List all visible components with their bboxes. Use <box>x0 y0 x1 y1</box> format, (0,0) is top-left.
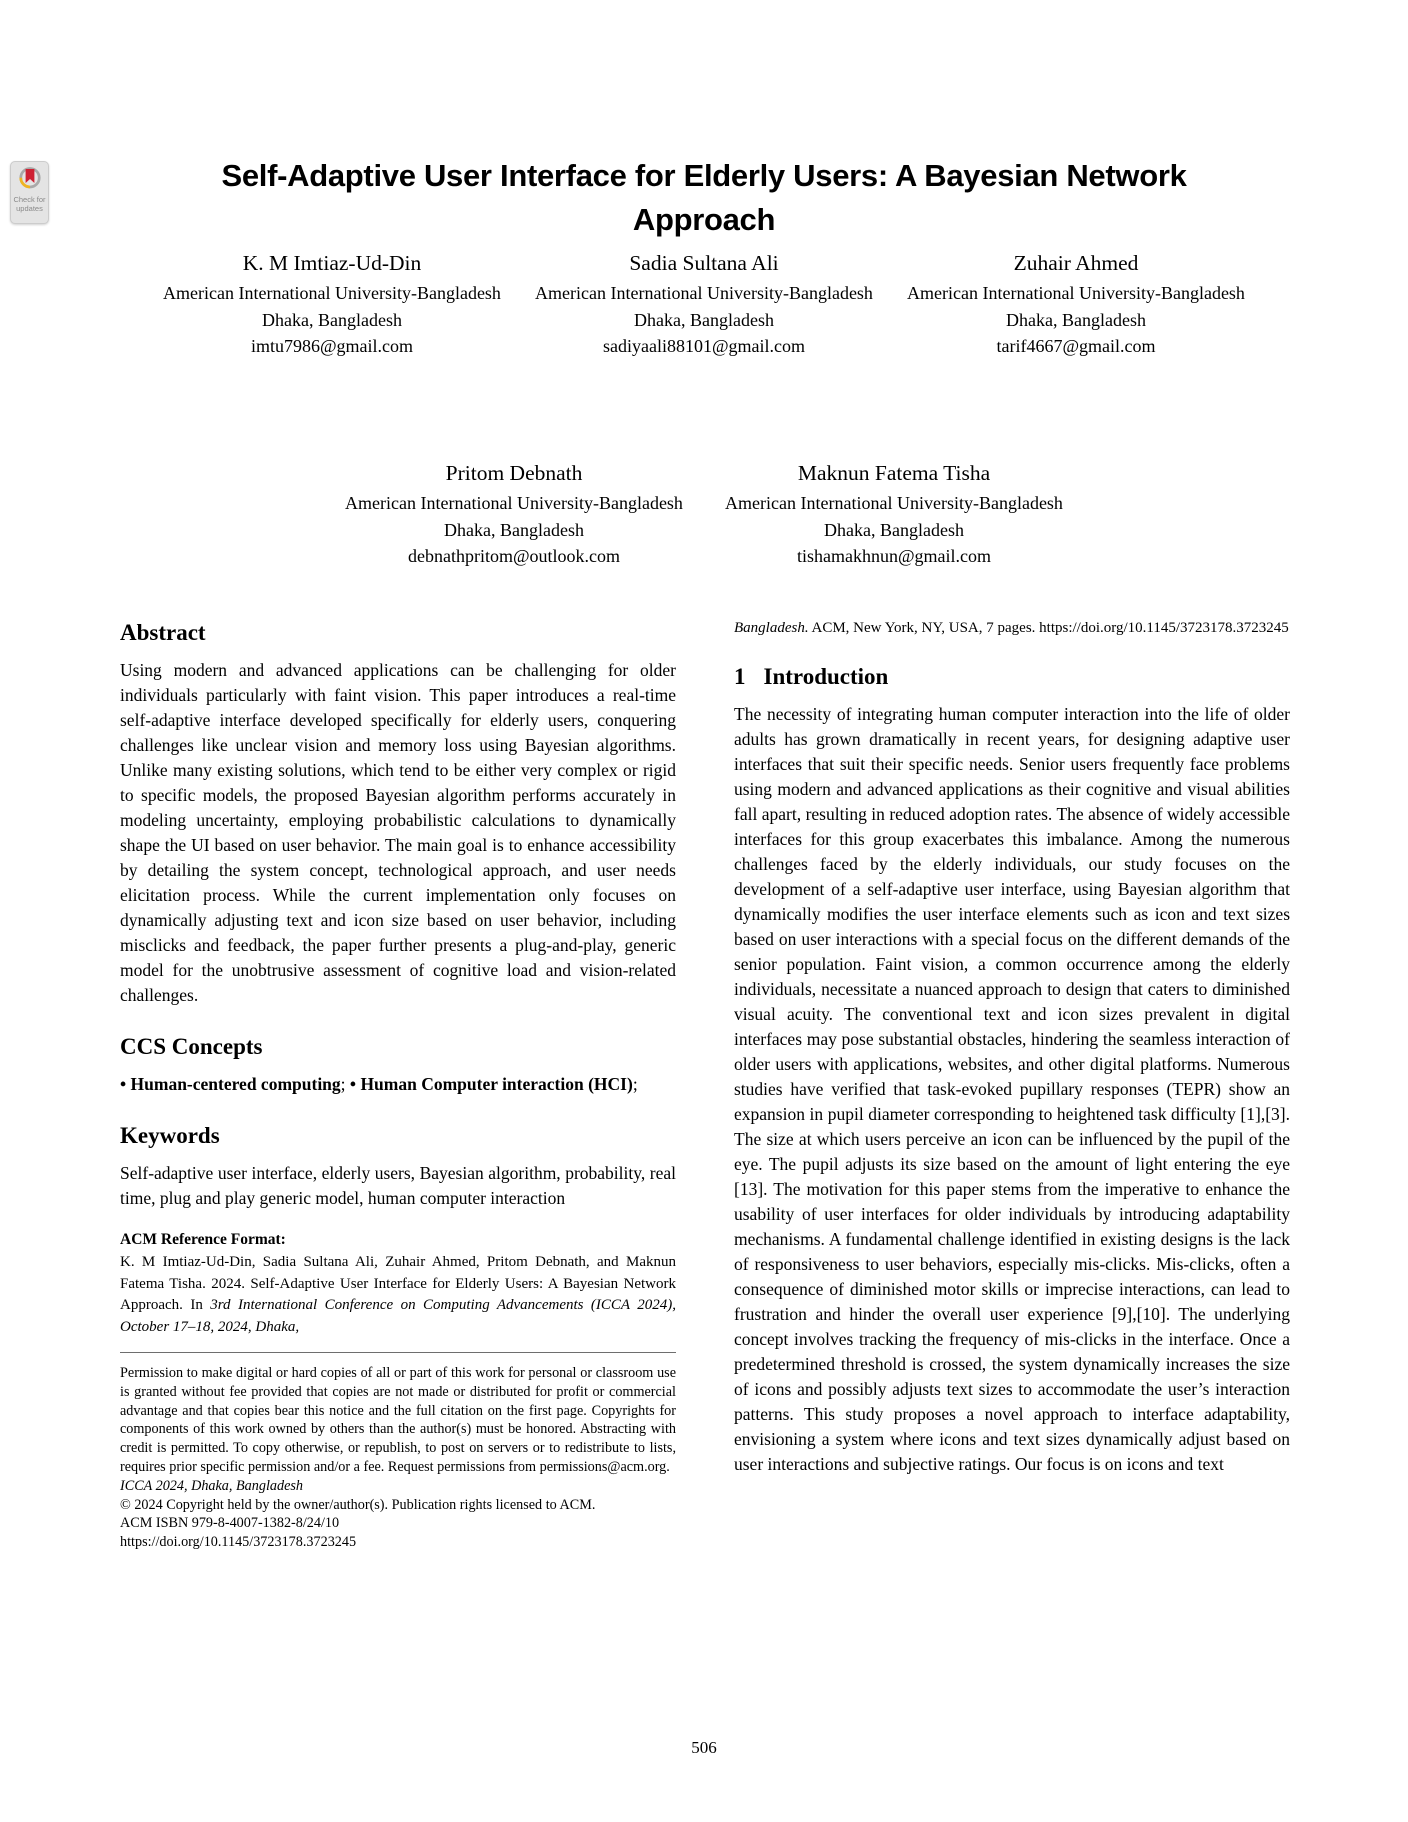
authors-row-2 <box>0 460 1408 570</box>
isbn-line: ACM ISBN 979-8-4007-1382-8/24/10 <box>120 1515 340 1532</box>
author-city: Dhaka, Bangladesh <box>634 309 774 330</box>
author-affiliation: American International University-Bangladesh <box>907 283 1245 303</box>
author-block <box>146 250 518 360</box>
author-city: Dhaka, Bangladesh <box>444 519 584 540</box>
author-city: Dhaka, Bangladesh <box>262 309 402 330</box>
footnote-rule <box>120 1352 676 1353</box>
left-column <box>120 616 676 1552</box>
author-name: K. M Imtiaz-Ud-Din <box>242 251 422 275</box>
introduction-text: The necessity of integrating human computer interaction into the life of older adults has grown dramatically in recent years, for designing adaptive user interfaces that suit their specific needs. Senior users frequently face problems using modern and advanced applications as their cognitive and visual abilities fall apart, resulting in reduced adoption rates. The absence of widely accessible interfaces for this group exacerbates this imbalance. Among the numerous challenges faced by the elderly individuals, our study focuses on the development of a self-adaptive user interface, using Bayesian algorithm that dynamically modifies the user interface elements such as icon and text sizes based on user interactions with a special focus on the different demands of the senior population. Faint vision, a common occurrence among the elderly individuals, necessitate a nuanced approach to design that caters to diminished visual acuity. The conventional text and icon sizes prevalent in digital interfaces may pose substantial obstacles, hindering the seamless interaction of older users with applications, websites, and other digital platforms. Numerous studies have verified that task-evoked pupillary responses (TEPR) show an expansion in pupil diameter corresponding to heightened task difficulty [1],[3]. The size at which users perceive an icon can be influenced by the pupil of the eye. The pupil adjusts its size based on the amount of light entering the eye [13]. The motivation for this paper stems from the imperative to enhance the usability of user interfaces for older individuals by introducing adaptability mechanisms. A fundamental challenge identified in existing designs is the lack of responsiveness to user behaviors, especially mis-clicks. Mis-clicks, often a consequence of diminished motor skills or imprecise interactions, can lead to frustration and hinder the overall user experience [9],[10]. The underlying concept involves tracking the frequency of mis-clicks in the interface. Once a predetermined threshold is crossed, the system dynamically increases the size of icons and possibly adjusts text sizes to accommodate the user’s interaction patterns. This study proposes a novel approach to interface adaptability, envisioning a system where icons and text sizes dynamically adjust based on user interactions and subjective ratings. Our focus is on icons and text <box>734 703 1290 1474</box>
author-affiliation: American International University-Bangladesh <box>725 493 1063 513</box>
badge-label: Check for updates <box>13 195 46 213</box>
doi-link[interactable]: https://doi.org/10.1145/3723178.3723245 <box>120 1534 357 1551</box>
abstract-heading: Abstract <box>120 620 206 645</box>
author-name: Pritom Debnath <box>445 461 583 485</box>
acm-reference-label: ACM Reference Format: <box>120 1231 286 1248</box>
paper-title: Self-Adaptive User Interface for Elderly Users: A Bayesian Network Approach <box>221 158 1187 237</box>
author-email[interactable]: tishamakhnun@gmail.com <box>796 546 992 566</box>
author-email[interactable]: imtu7986@gmail.com <box>250 336 414 356</box>
keywords-heading: Keywords <box>120 1123 220 1148</box>
author-affiliation: American International University-Bangladesh <box>163 283 501 303</box>
author-email[interactable]: debnathpritom@outlook.com <box>407 546 621 566</box>
copyright-line: © 2024 Copyright held by the owner/author(s). Publication rights licensed to ACM. <box>120 1496 596 1513</box>
ccs-heading: CCS Concepts <box>120 1034 263 1059</box>
authors-row-1 <box>0 250 1408 360</box>
acm-reference-text: K. M Imtiaz-Ud-Din, Sadia Sultana Ali, Zuhair Ahmed, Pritom Debnath, and Maknun Fatema Tisha. 2024. Self-Adaptive User Interface for Elderly Users: A Bayesian Network Approach. In 3rd International Conference on Computing Advancements (ICCA 2024), October 17–18, 2024, Dhaka, <box>120 1254 676 1335</box>
author-affiliation: American International University-Bangladesh <box>345 493 683 513</box>
author-block <box>518 250 890 360</box>
right-column <box>734 616 1290 1552</box>
venue-line: ICCA 2024, Dhaka, Bangladesh <box>120 1477 303 1494</box>
introduction-heading: 1 Introduction <box>734 663 889 689</box>
author-block <box>704 460 1084 570</box>
abstract-text: Using modern and advanced applications can be challenging for older individuals particularly with faint vision. This paper introduces a real-time self-adaptive interface developed specifically for elderly users, conquering challenges like unclear vision and memory loss using Bayesian algorithms. Unlike many existing solutions, which tend to be either very complex or rigid to specific models, the proposed Bayesian algorithm performs accurately in modeling uncertainty, employing probabilistic calculations to dynamically shape the UI based on user behavior. The main goal is to enhance accessibility by detailing the system concept, technological approach, and user needs elicitation process. While the current implementation only focuses on dynamically adjusting text and icon size based on user behavior, including misclicks and feedback, the paper further presents a plug-and-play, generic model for the unobtrusive assessment of cognitive load and vision-related challenges. <box>120 660 676 1005</box>
author-affiliation: American International University-Bangladesh <box>535 283 873 303</box>
author-block <box>324 460 704 570</box>
author-name: Maknun Fatema Tisha <box>797 461 991 485</box>
two-column-body <box>120 616 1290 1552</box>
author-email[interactable]: sadiyaali88101@gmail.com <box>602 336 806 356</box>
page-number: 506 <box>691 1738 717 1757</box>
permission-notice: Permission to make digital or hard copies of all or part of this work for personal or classroom use is granted without fee provided that copies are not made or distributed for profit or commercial advantage and that copies bear this notice and the full citation on the first page. Copyrights for components of this work owned by others than the author(s) must be honored. Abstracting with credit is permitted. To copy otherwise, or republish, to post on servers or to redistribute to lists, requires prior specific permission and/or a fee. Request permissions from permissions@acm.org. <box>120 1365 676 1475</box>
author-block <box>890 250 1262 360</box>
author-name: Sadia Sultana Ali <box>629 251 779 275</box>
author-email[interactable]: tarif4667@gmail.com <box>996 336 1156 356</box>
author-city: Dhaka, Bangladesh <box>824 519 964 540</box>
keywords-text: Self-adaptive user interface, elderly users, Bayesian algorithm, probability, real time, plug and play generic model, human computer interaction <box>120 1163 676 1208</box>
reference-continuation: Bangladesh. ACM, New York, NY, USA, 7 pages. https://doi.org/10.1145/3723178.3723245 <box>734 620 1289 636</box>
author-name: Zuhair Ahmed <box>1013 251 1139 275</box>
author-city: Dhaka, Bangladesh <box>1006 309 1146 330</box>
ccs-concepts-text: • Human-centered computing; • Human Computer interaction (HCI); <box>120 1074 638 1094</box>
